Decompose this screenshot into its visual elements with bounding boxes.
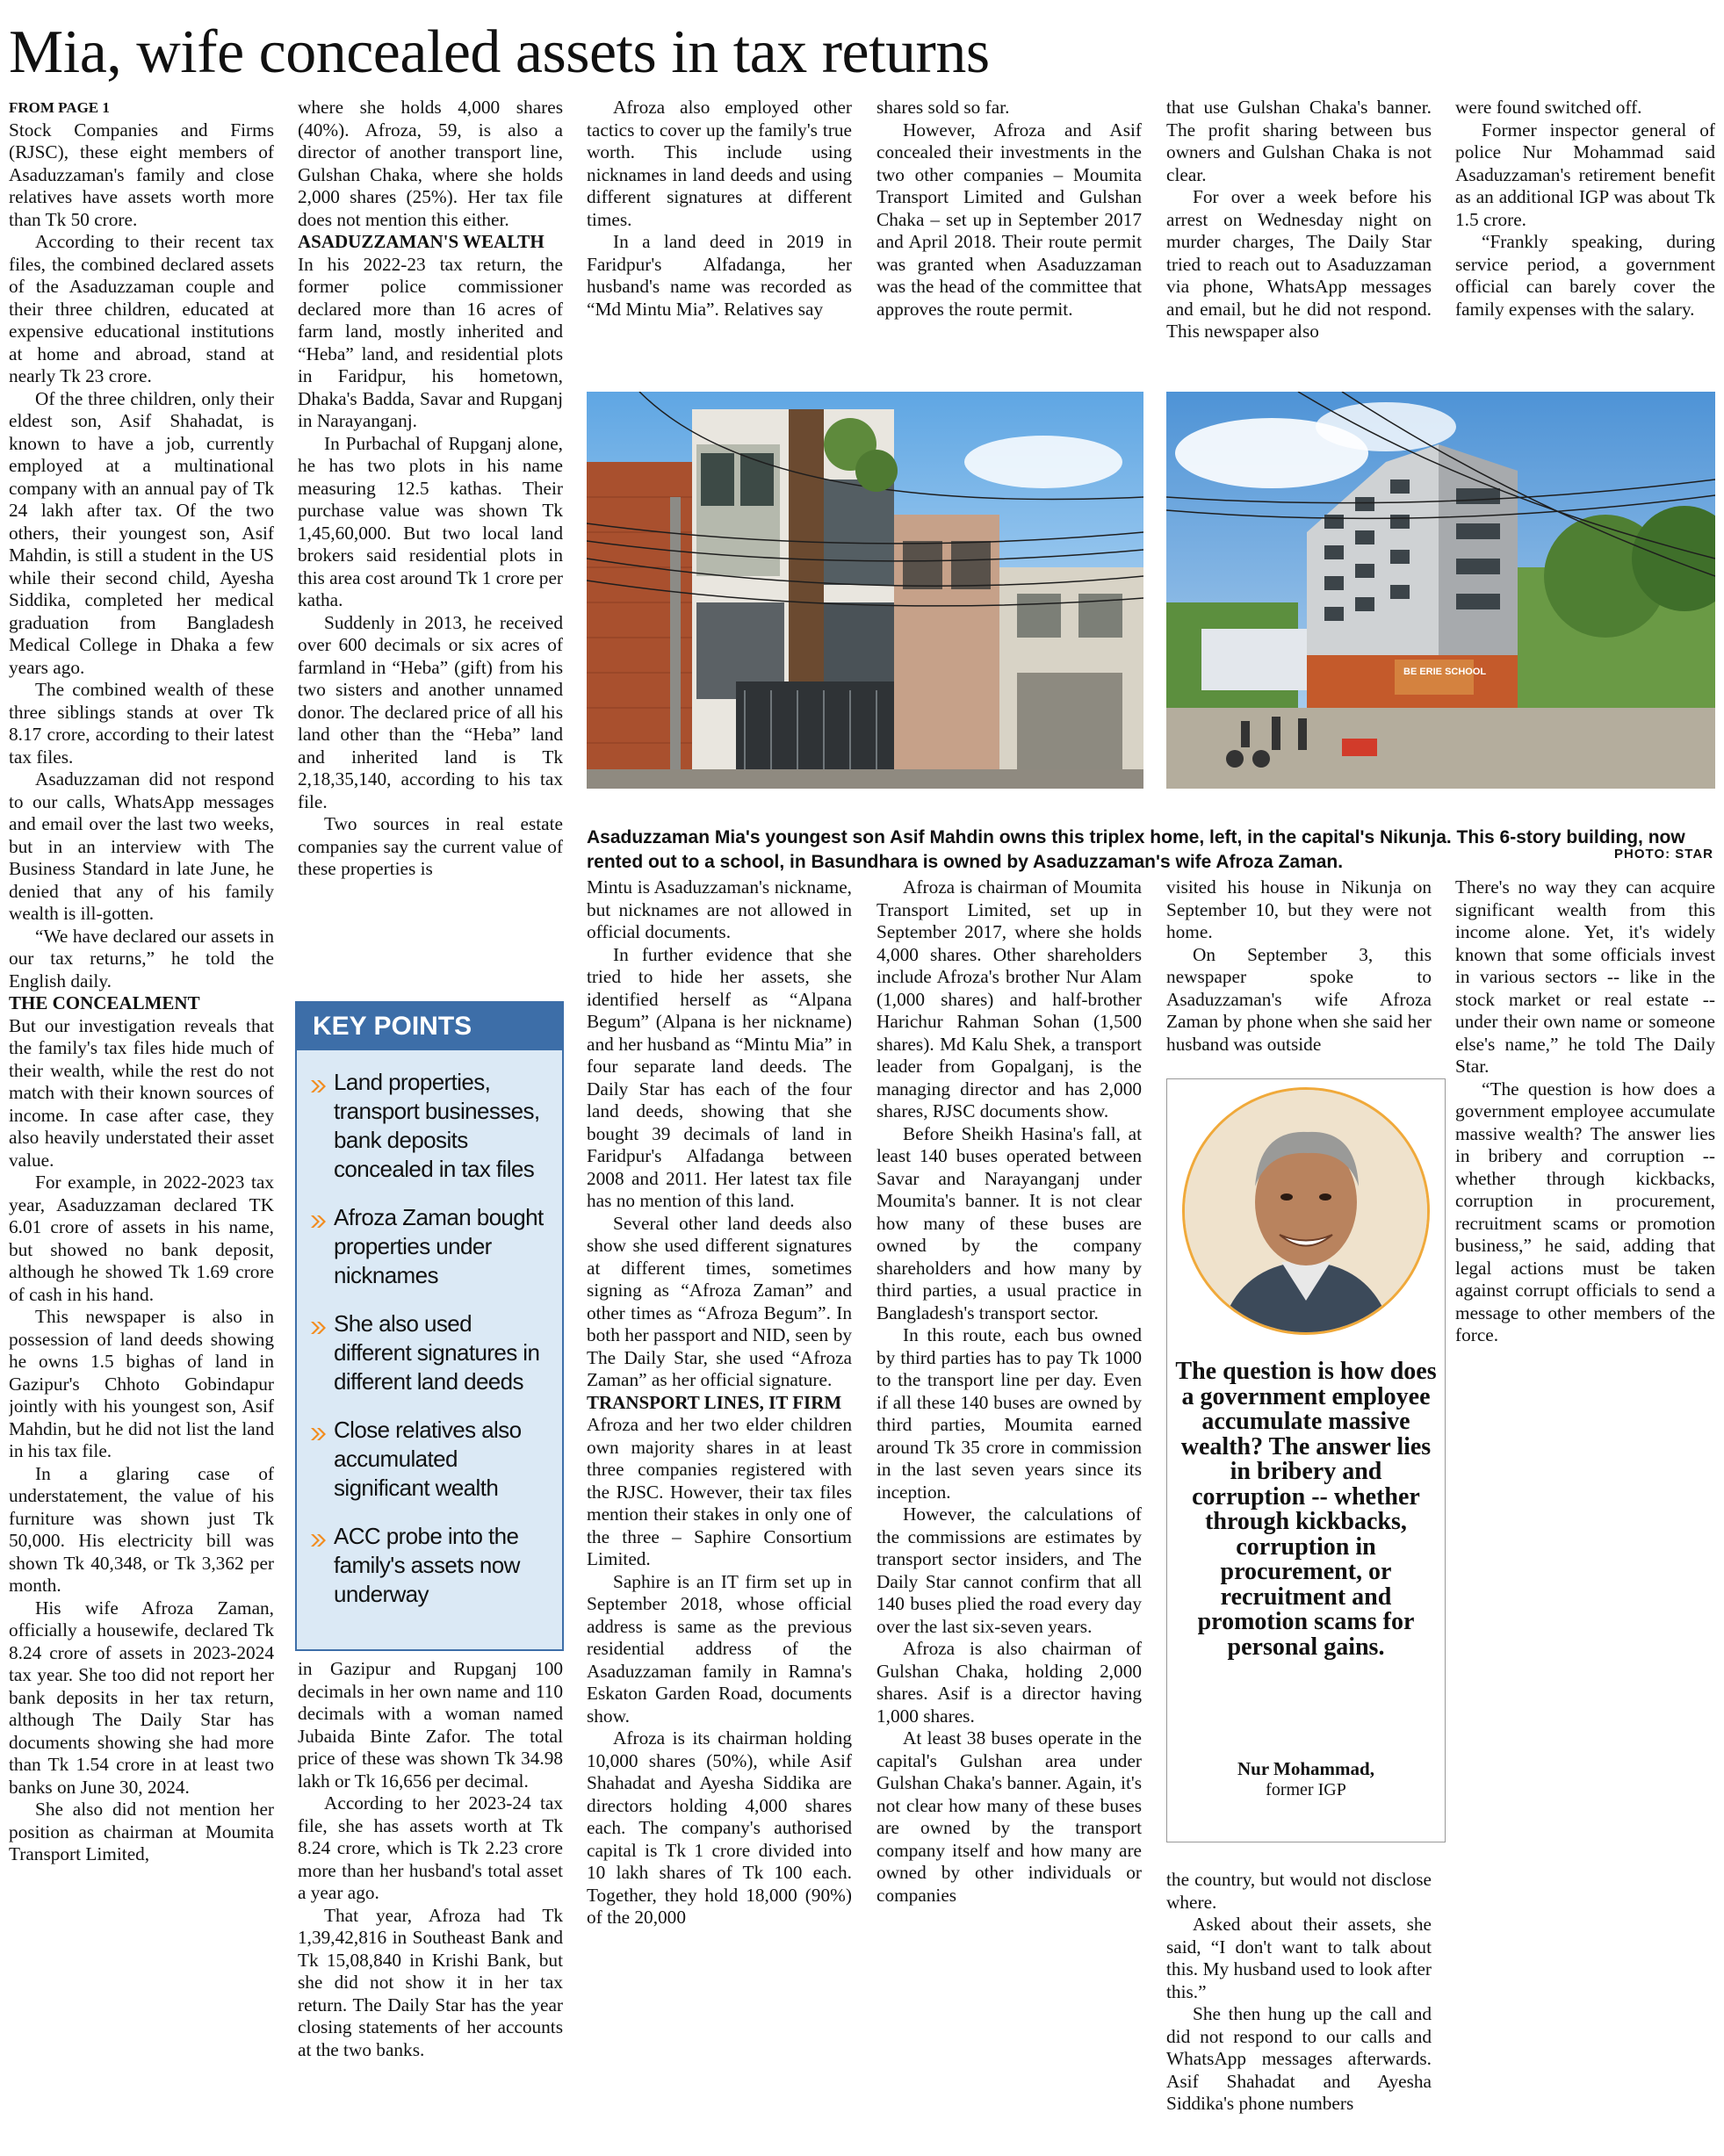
paragraph: But our investigation reveals that the family's tax files hide much of their wealth, while the rest do not match with their known sources of income. In case after case, they also heavily understated their asset value. [9,1014,274,1171]
paragraph: Afroza also employed other tactics to cover up the family's true worth. This include using nicknames in land deeds and using different signatures at different times. [587,97,852,230]
column-6-bottom [1455,876,1715,2150]
paragraph: There's no way they can acquire significant wealth from this income alone. Yet, it's widely known that some officials invest in various sectors -- like in the stock market or real estate -- under their own name or someone else's name,” he told The Daily Star. [1455,876,1715,1077]
paragraph: Saphire is an IT firm set up in September 2018, whose official address is same as the previous residential address of the Asaduzzaman family in Ramna's Eskaton Garden Road, documents show. [587,1570,852,1727]
photo-school-building [1166,392,1715,789]
paragraph: “We have declared our assets in our tax returns,” he told the English daily. [9,925,274,991]
paragraph: shares sold so far. [876,97,1010,118]
paragraph: In further evidence that she tried to hide her assets, she identified herself as “Alpana Begum” (Alpana is her nickname) and her husband as “Mintu Mia” in four separate land deeds. The Daily Star has each of the four land deeds, showing that she bought 39 decimals of land in Faridpur's Alfadanga between 2008 and 2011. Her latest tax file has no mention of this land. [587,943,852,1211]
key-point-item: ACC probe into the family's assets now underway [309,1522,553,1609]
subhead: TRANSPORT LINES, IT FIRM [587,1391,842,1413]
column-4-bottom [876,876,1142,2150]
column-1 [9,97,274,2152]
paragraph: Suddenly in 2013, he received over 600 decimals or six acres of farmland in “Heba” (gift) from his two sisters and another unnamed donor. The declared price of all his land other than the “Heba” land and inherited land is Tk 2,18,35,140, according to his tax file. [298,611,563,812]
paragraph: the country, but would not disclose where. [1166,1869,1432,1913]
paragraph: The combined wealth of these three siblings stands at over Tk 8.17 crore, according to their latest tax files. [9,679,274,768]
paragraph: Afroza is chairman of Moumita Transport Limited, set up in September 2017, where she holds 4,000 shares. Other shareholders include Afroza's brother Nur Alam (1,000 shares) and half-brother Harichur Rahman Sohan (1,500 shares). Md Kalu Shek, a transport leader from Gopalganj, is the managing director and has 2,000 shares, RJSC documents show. [876,876,1142,1121]
headline: Mia, wife concealed assets in tax returns [9,18,990,86]
paragraph: where she holds 4,000 shares (40%). Afroza, 59, is also a director of another transport line, Gulshan Chaka, where she holds 2,000 shares (25%). Her tax file does not mention this either. [298,97,563,230]
pull-quote-text: The question is how does a government employee accumulate massive wealth? The answer lies in bribery and corruption -- whether through kickbacks, corruption in procurement, or recruitment and promotion scams for personal gains. [1175,1358,1437,1661]
paragraph: However, the calculations of the commissions are estimates by transport sector insiders, and The Daily Star cannot confirm that all 140 buses plied the road every day over the last six-seven years. [876,1503,1142,1637]
paragraph: Afroza and her two elder children own majority shares in at least three companies registered with the RJSC. However, their tax files mention their stakes in only one of the three – Saphire Consortium Limited. [587,1414,852,1569]
column-3-top [587,97,852,378]
paragraph: According to her 2023-24 tax file, she has assets worth at Tk 8.24 crore, which is Tk 2.23 crore more than her husband's total asset a year ago. [298,1792,563,1903]
paragraph: His wife Afroza Zaman, officially a housewife, declared Tk 8.24 crore of assets in 2023-2024 tax year. She too did not report her bank deposits in her tax return, although The Daily Star has documents showing she had more than Tk 1.54 crore in at least two banks on June 30, 2024. [9,1597,274,1798]
paragraph: However, Afroza and Asif concealed their investments in the two other companies – Moumita Transport Limited and Gulshan Chaka – set up in September 2017 and April 2018. Their route permit was granted when Asaduzzaman was the head of the committee that approves the route permit. [876,119,1142,320]
paragraph: For example, in 2022-2023 tax year, Asaduzzaman declared TK 6.01 crore of assets in his name, but showed no bank deposit, although he showed Tk 1.69 crore of cash in his hand. [9,1172,274,1305]
paragraph: That year, Afroza had Tk 1,39,42,816 in Southeast Bank and Tk 15,08,840 in Krishi Bank, but she did not show it in her tax return. The Daily Star has the year closing statements of her accounts at the two banks. [298,1904,563,2060]
paragraph: Stock Companies and Firms (RJSC), these eight members of Asaduzzaman's family and close relatives have assets worth more than Tk 50 crore. [9,119,274,230]
key-point-item: Afroza Zaman bought properties under nicknames [309,1203,553,1290]
photo-caption: Asaduzzaman Mia's youngest son Asif Mahdin owns this triplex home, left, in the capital's Nikunja. This 6-story building, now rented out to a school, in Basundhara is owned by Asaduzzaman's wife Afroza Zaman. [587,827,1685,872]
paragraph: Of the three children, only their eldest son, Asif Shahadat, is known to have a job, currently employed at a multinational company with an annual pay of Tk 24 lakh after tax. Of the two others, their youngest son, Asif Mahdin, is still a student in the US while their second child, Ayesha Siddika, completed her medical graduation from Bangladesh Medical College in Dhaka a few years ago. [9,387,274,678]
avatar [1182,1087,1430,1335]
paragraph: She also did not mention her position as chairman at Moumita Transport Limited, [9,1799,274,1864]
column-3-bottom [587,876,852,2150]
photo-triplex-home [587,392,1143,789]
paragraph: According to their recent tax files, the combined declared assets of the Asaduzzaman couple and their three children, educated at expensive educational institutions at home and abroad, stand at nearly Tk 23 crore. [9,231,274,386]
paragraph: In Purbachal of Rupganj alone, he has two plots in his name measuring 12.5 kathas. Their purchase value was shown Tk 1,45,60,000. But two local land brokers said residential plots in this area cost around Tk 1 crore per katha. [298,432,563,610]
paragraph: Former inspector general of police Nur Mohammad said Asaduzzaman's retirement benefit as an additional IGP was about Tk 1.5 crore. [1455,119,1715,230]
paragraph: In this route, each bus owned by third parties has to pay Tk 1000 to the transport line per day. Even if all these 140 buses are owned by third parties, Moumita earned around Tk 35 crore in commission in the last seven years since its inception. [876,1324,1142,1503]
column-5-middle [1166,876,1432,1070]
double-chevron-icon [309,1073,327,1102]
double-chevron-icon [309,1315,327,1344]
paragraph: were found switched off. [1455,97,1642,118]
pull-quote-author: Nur Mohammad, [1237,1758,1374,1779]
paragraph: In his 2022-23 tax return, the former police commissioner declared more than 16 acres of farm land, mostly inherited and “Heba” land, and residential plots in Faridpur, his hometown, Dhaka's Badda, Savar and Rupganj in Narayanganj. [298,253,563,431]
double-chevron-icon [309,1421,327,1450]
subhead: THE CONCEALMENT [9,992,200,1013]
key-point-item: She also used different signatures in different land deeds [309,1309,553,1396]
paragraph: Afroza is also chairman of Gulshan Chaka, holding 2,000 shares. Asif is a director having 1,000 shares. [876,1638,1142,1727]
paragraph: On September 3, this newspaper spoke to Asaduzzaman's wife Afroza Zaman by phone when she said her husband was outside [1166,943,1432,1055]
paragraph: that use Gulshan Chaka's banner. The profit sharing between bus owners and Gulshan Chaka is not clear. [1166,97,1432,185]
key-points-box [295,1001,564,1651]
paragraph: Before Sheikh Hasina's fall, at least 140 buses operated between Savar and Narayanganj under Moumita's banner. It is not clear how many of these buses are owned by the company shareholders and how many by third parties, a usual practice in Bangladesh's transport sector. [876,1122,1142,1323]
kicker: FROM PAGE 1 [9,99,110,116]
column-4-top [876,97,1142,378]
column-5-top [1166,97,1432,378]
paragraph: Two sources in real estate companies say the current value of these properties is [298,813,563,879]
paragraph: visited his house in Nikunja on September 10, but they were not home. [1166,876,1432,942]
paragraph: She then hung up the call and did not respond to our calls and WhatsApp messages afterwards. Asif Shahadat and Ayesha Siddika's phone numbers [1166,2003,1432,2114]
paragraph: Asked about their assets, she said, “I don't want to talk about this. My husband used to look after this.” [1166,1914,1432,2002]
paragraph: At least 38 buses operate in the capital's Gulshan area under Gulshan Chaka's banner. Again, it's not clear how many of these buses are owned by the transport company itself and how many are owned by other individuals or companies [876,1727,1142,1906]
paragraph: Mintu is Asaduzzaman's nickname, but nicknames are not allowed in official documents. [587,876,852,942]
key-point-item: Land properties, transport businesses, bank deposits concealed in tax files [309,1068,553,1184]
double-chevron-icon [309,1208,327,1237]
paragraph: Several other land deeds also show she used different signatures at different times, sometimes signing as “Afroza Zaman” and other times as “Afroza Begum”. In both her passport and NID, seen by The Daily Star, she used “Afroza Zaman” as her official signature. [587,1212,852,1390]
paragraph: In a land deed in 2019 in Faridpur's Alfadanga, her husband's name was recorded as “Md Mintu Mia”. Relatives say [587,231,852,320]
column-5-bottom [1166,1869,1432,2150]
double-chevron-icon [309,1527,327,1556]
paragraph: “Frankly speaking, during service period, a government official can barely cover the family expenses with the salary. [1455,231,1715,320]
paragraph: “The question is how does a government employee accumulate massive wealth? The answer lies in bribery and corruption -- whether through kickbacks, corruption in procurement, recruitment scams or promotion business,” he said, adding that legal actions must be taken against corrupt officials to send a message to other members of the force. [1455,1078,1715,1345]
key-point-item: Close relatives also accumulated significant wealth [309,1416,553,1503]
pull-quote-role: former IGP [1266,1780,1346,1799]
column-2-bottom [298,1658,563,2145]
column-6-top [1455,97,1715,378]
paragraph: In a glaring case of understatement, the value of his furniture was shown just Tk 50,000. His electricity bill was shown Tk 40,348, or Tk 3,362 per month. [9,1462,274,1596]
paragraph: For over a week before his arrest on Wednesday night on murder charges, The Daily Star tried to reach out to Asaduzzaman via phone, WhatsApp messages and email, but he did not respond. This newspaper also [1166,186,1432,342]
column-2-top [298,97,563,1001]
paragraph: This newspaper is also in possession of land deeds showing he owns 1.5 bighas of land in Gazipur's Chhoto Gobindapur jointly with his youngest son, Asif Mahdin, but he did not list the land in his tax file. [9,1306,274,1461]
key-points-title: KEY POINTS [297,1003,562,1050]
school-sign: BE ERIE SCHOOL [1403,667,1487,677]
paragraph: Afroza is its chairman holding 10,000 shares (50%), while Asif Shahadat and Ayesha Siddika are directors holding 4,000 shares each. The company's authorised capital is Tk 1 crore divided into 10 lakh shares of Tk 100 each. Together, they hold 18,000 (90%) of the 20,000 [587,1727,852,1928]
photo-credit: PHOTO: STAR [1614,847,1713,862]
paragraph: Asaduzzaman did not respond to our calls, WhatsApp messages and email over the last two weeks, but in an interview with The Business Standard in late June, he denied that any of his family wealth is ill-gotten. [9,768,274,924]
paragraph: in Gazipur and Rupganj 100 decimals in her own name and 110 decimals with a woman named Jubaida Binte Zafor. The total price of these was shown Tk 34.98 lakh or Tk 16,656 per decimal. [298,1658,563,1792]
subhead: ASADUZZAMAN'S WEALTH [298,231,545,252]
